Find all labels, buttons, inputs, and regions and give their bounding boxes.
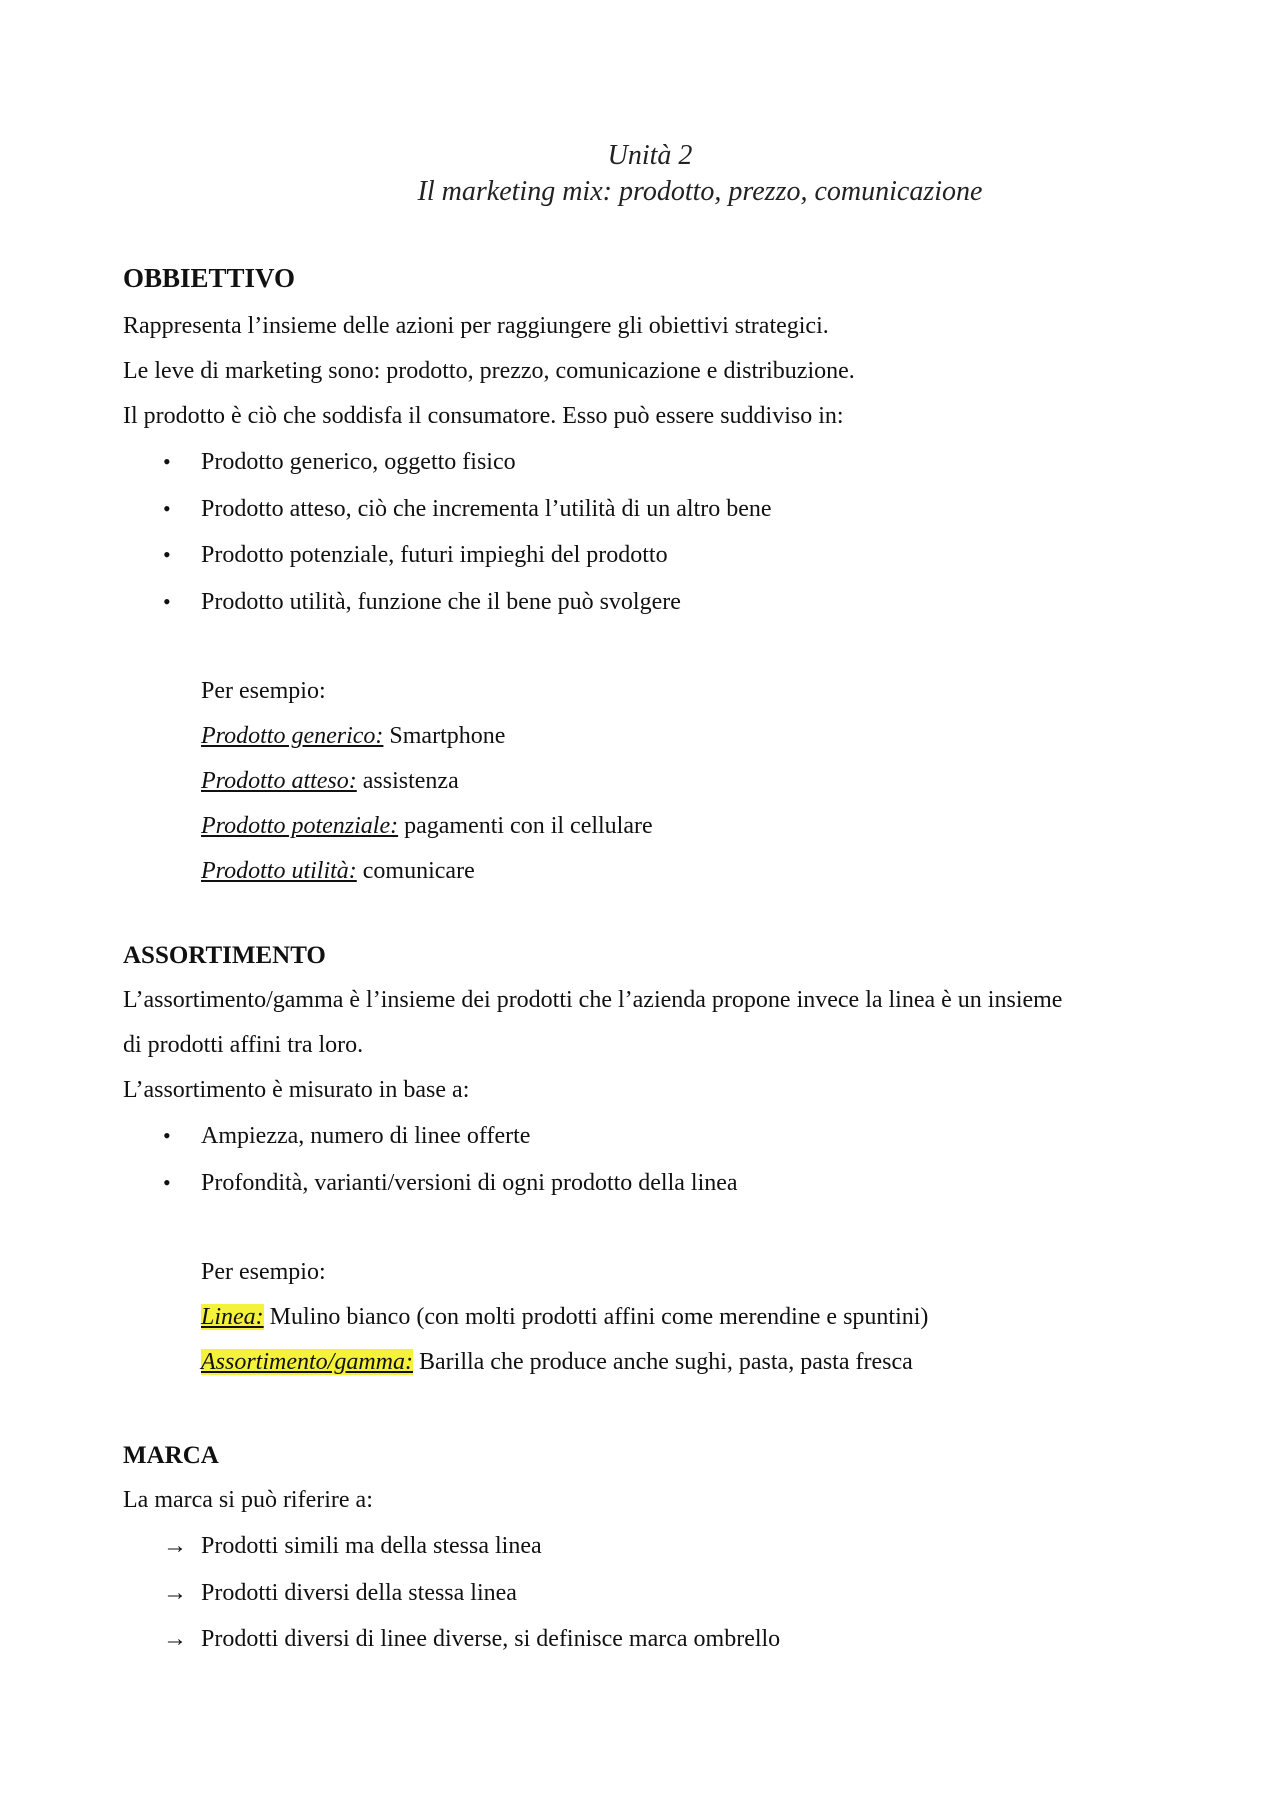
- bullet-icon: •: [163, 1123, 171, 1148]
- list-item: → Prodotti diversi di linee diverse, si definisce marca ombrello: [123, 1616, 1173, 1663]
- example-text: Mulino bianco (con molti prodotti affini come merendine e spuntini): [263, 1304, 929, 1330]
- arrow-right-icon: →: [163, 1579, 187, 1606]
- example-line: [201, 849, 1173, 894]
- unit-subtitle: Il marketing mix: prodotto, prezzo, comunicazione: [417, 176, 983, 207]
- example-line: [201, 759, 1173, 804]
- paragraph: Il prodotto è ciò che soddisfa il consumatore. Esso può essere suddiviso in:: [123, 403, 844, 429]
- bullet-icon: •: [163, 1169, 171, 1195]
- example-line: [201, 804, 1173, 849]
- arrow-list: [123, 1523, 1173, 1663]
- highlighted-label: Assortimento/gamma:: [201, 1349, 413, 1375]
- list-item: • Prodotto utilità, funzione che il bene può svolgere: [123, 579, 1173, 626]
- section-marca: [123, 1440, 1173, 1663]
- section-assortimento: [123, 940, 1173, 1385]
- example-label: Prodotto atteso:: [201, 768, 357, 794]
- bullet-icon: •: [163, 588, 171, 614]
- list-item: • Prodotto generico, oggetto fisico: [123, 439, 1173, 486]
- paragraph: Rappresenta l’insieme delle azioni per raggiungere gli obiettivi strategici.: [123, 313, 829, 339]
- list-item: • Prodotto potenziale, futuri impieghi del prodotto: [123, 532, 1173, 579]
- list-item: • Prodotto atteso, ciò che incrementa l’utilità di un altro bene: [123, 486, 1173, 533]
- bullet-icon: •: [163, 495, 171, 521]
- example-label: Prodotto generico:: [201, 723, 384, 749]
- example-text: Barilla che produce anche sughi, pasta, pasta fresca: [413, 1349, 913, 1375]
- example-line: [201, 1340, 1173, 1385]
- paragraph: L’assortimento/gamma è l’insieme dei prodotti che l’azienda propone invece la linea è un insieme: [123, 987, 1063, 1013]
- unit-title: Unità 2: [607, 140, 693, 171]
- example-text: comunicare: [356, 858, 475, 884]
- title-block: [0, 138, 1280, 210]
- example-text: pagamenti con il cellulare: [398, 813, 653, 839]
- list-item: • Profondità, varianti/versioni di ogni prodotto della linea: [123, 1160, 1173, 1207]
- paragraph: Le leve di marketing sono: prodotto, prezzo, comunicazione e distribuzione.: [123, 358, 855, 384]
- list-item: → Prodotti diversi della stessa linea: [123, 1570, 1173, 1617]
- example-intro: Per esempio:: [201, 1259, 326, 1285]
- example-label: Prodotto potenziale:: [201, 813, 399, 839]
- paragraph: La marca si può riferire a:: [123, 1487, 373, 1513]
- example-text: Smartphone: [383, 723, 506, 749]
- heading-assortimento: ASSORTIMENTO: [123, 942, 326, 969]
- list-item: • Ampiezza, numero di linee offerte: [123, 1113, 1173, 1160]
- example-intro: Per esempio:: [201, 678, 326, 704]
- example-text: assistenza: [356, 768, 459, 794]
- heading-marca: MARCA: [123, 1442, 219, 1469]
- paragraph: di prodotti affini tra loro.: [123, 1032, 364, 1058]
- bullet-list: [123, 439, 1173, 625]
- highlighted-label: Linea:: [201, 1304, 264, 1330]
- example-label: Prodotto utilità:: [201, 858, 357, 884]
- example-block: [123, 1250, 1173, 1385]
- arrow-right-icon: →: [163, 1533, 187, 1559]
- section-obiettivo: [123, 262, 1173, 894]
- bullet-list: [123, 1113, 1173, 1206]
- heading-obiettivo: OBBIETTIVO: [123, 263, 296, 293]
- bullet-icon: •: [163, 542, 171, 567]
- bullet-icon: •: [163, 449, 171, 474]
- example-line: [201, 714, 1173, 759]
- example-block: [123, 669, 1173, 894]
- paragraph: L’assortimento è misurato in base a:: [123, 1077, 470, 1103]
- arrow-right-icon: →: [163, 1626, 187, 1652]
- list-item: → Prodotti simili ma della stessa linea: [123, 1523, 1173, 1570]
- example-line: [201, 1295, 1173, 1340]
